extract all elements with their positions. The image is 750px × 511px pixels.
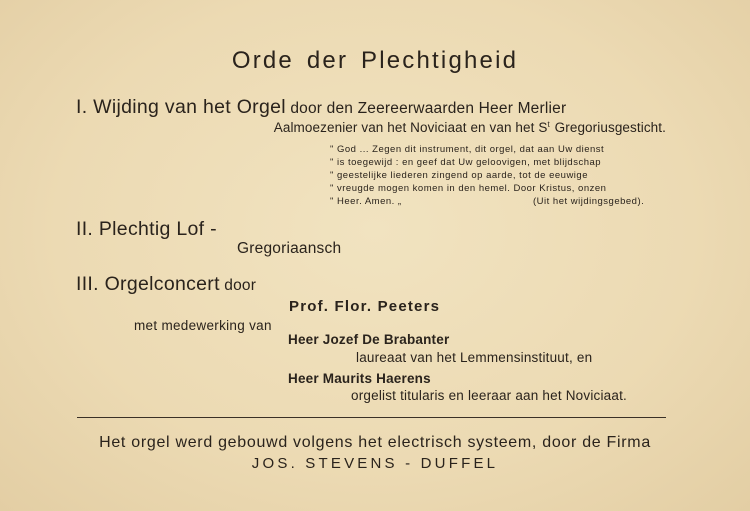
section-3-door: door	[224, 277, 257, 294]
quote-line: " Heer. Amen. „	[330, 196, 402, 207]
section-1-title: I. Wijding van het Orgel	[76, 96, 286, 118]
page-title: Orde der Plechtigheid	[231, 47, 519, 74]
section-2-title: II. Plechtig Lof -	[76, 218, 217, 240]
quote-line: " vreugde mogen komen in den hemel. Door Kristus, onzen	[330, 183, 607, 194]
section-1-heading	[76, 96, 566, 119]
section-2-subtitle: Gregoriaansch	[237, 240, 342, 257]
subtitle-part: Aalmoezenier van het Noviciaat en van het	[273, 120, 539, 135]
subtitle-st-sup: t	[547, 120, 550, 129]
section-1-subtitle	[274, 120, 666, 135]
performer-role: orgelist titularis en leeraar aan het Noviciaat.	[351, 388, 627, 403]
subtitle-part: Gregoriusgesticht.	[550, 120, 666, 135]
quote-line: " geestelijke liederen zingend op aarde, tot de eeuwige	[330, 170, 588, 181]
quote-line: " is toegewijd : en geef dat Uw geloovigen, met blijdschap	[330, 157, 602, 168]
collaboration-label: met medewerking van	[134, 318, 272, 333]
section-1-officiant: door den Zeereerwaarden Heer Merlier	[290, 100, 567, 117]
section-3-title: III. Orgelconcert	[76, 273, 220, 295]
quote-line: " God ... Zegen dit instrument, dit orgel, dat aan Uw dienst	[330, 144, 605, 155]
divider	[77, 417, 666, 418]
footer-builder: JOS. STEVENS - DUFFEL	[251, 455, 499, 472]
performer-name: Heer Maurits Haerens	[288, 371, 431, 386]
subtitle-st: S	[538, 120, 548, 135]
section-3-heading	[76, 273, 256, 296]
main-performer: Prof. Flor. Peeters	[289, 298, 441, 315]
quote-source: (Uit het wijdingsgebed).	[533, 196, 645, 207]
performer-name: Heer Jozef De Brabanter	[288, 332, 450, 347]
footer-line: Het orgel werd gebouwd volgens het electrisch systeem, door de Firma	[99, 434, 651, 451]
performer-role: laureaat van het Lemmensinstituut, en	[356, 350, 593, 365]
